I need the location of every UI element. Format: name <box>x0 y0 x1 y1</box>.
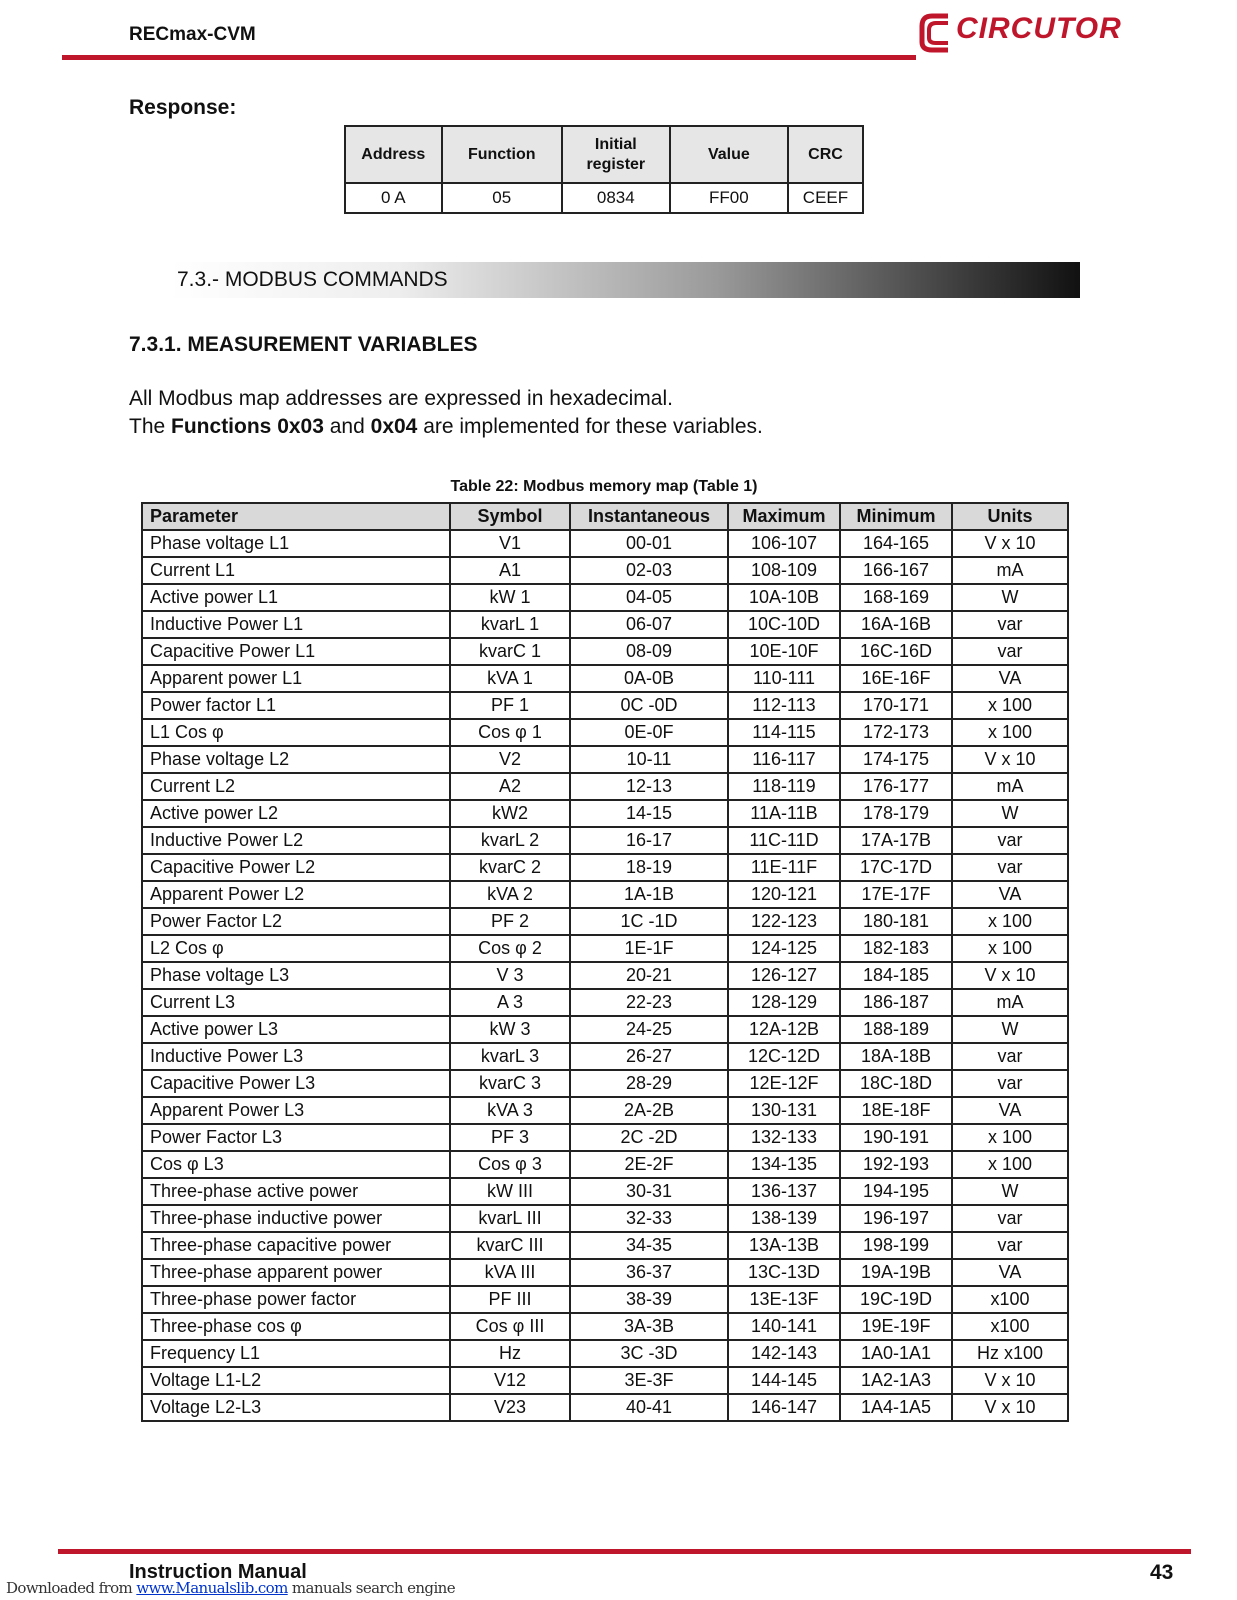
table-cell: kvarC 2 <box>450 854 570 881</box>
table-cell: Cos φ 3 <box>450 1151 570 1178</box>
table-cell: var <box>952 827 1068 854</box>
table-cell: V x 10 <box>952 530 1068 557</box>
table-cell: 06-07 <box>570 611 728 638</box>
table-cell: 32-33 <box>570 1205 728 1232</box>
table-cell: Inductive Power L2 <box>142 827 450 854</box>
table-cell: kvarL III <box>450 1205 570 1232</box>
table-cell: Apparent power L1 <box>142 665 450 692</box>
table-cell: 12A-12B <box>728 1016 840 1043</box>
table-row <box>142 1286 1068 1313</box>
table-cell: 168-169 <box>840 584 952 611</box>
table-cell: 166-167 <box>840 557 952 584</box>
table-cell: Current L2 <box>142 773 450 800</box>
text-run: and <box>323 415 371 438</box>
table-cell: 26-27 <box>570 1043 728 1070</box>
table-cell: 108-109 <box>728 557 840 584</box>
table-cell: var <box>952 611 1068 638</box>
table-cell: var <box>952 638 1068 665</box>
table-row <box>142 611 1068 638</box>
table-cell: 1A4-1A5 <box>840 1394 952 1421</box>
table-row <box>142 1340 1068 1367</box>
response-header-text: Initial register <box>586 135 646 173</box>
table-cell: Power Factor L2 <box>142 908 450 935</box>
document-title: RECmax-CVM <box>129 24 256 45</box>
table-body <box>142 530 1068 1421</box>
table-row <box>142 881 1068 908</box>
table-cell: 198-199 <box>840 1232 952 1259</box>
table-cell: Capacitive Power L2 <box>142 854 450 881</box>
table-cell: 13C-13D <box>728 1259 840 1286</box>
response-header-cell <box>562 126 670 183</box>
response-cell: 05 <box>442 183 562 213</box>
table-cell: 116-117 <box>728 746 840 773</box>
text-run: The <box>129 415 172 438</box>
table-cell: W <box>952 584 1068 611</box>
table-cell: 138-139 <box>728 1205 840 1232</box>
table-cell: x 100 <box>952 1124 1068 1151</box>
table-cell: 182-183 <box>840 935 952 962</box>
response-cell: 0 A <box>345 183 442 213</box>
table-cell: 118-119 <box>728 773 840 800</box>
table-cell: V x 10 <box>952 962 1068 989</box>
table-row <box>142 800 1068 827</box>
table-cell: 17A-17B <box>840 827 952 854</box>
table-cell: Phase voltage L1 <box>142 530 450 557</box>
response-header-row <box>345 126 863 183</box>
table-cell: 196-197 <box>840 1205 952 1232</box>
table-cell: 18C-18D <box>840 1070 952 1097</box>
table-cell: Cos φ L3 <box>142 1151 450 1178</box>
table-cell: 180-181 <box>840 908 952 935</box>
table-cell: 11C-11D <box>728 827 840 854</box>
response-cell: 0834 <box>562 183 670 213</box>
table-cell: 1A0-1A1 <box>840 1340 952 1367</box>
response-header-cell: Address <box>345 126 442 183</box>
table-cell: x 100 <box>952 935 1068 962</box>
table-cell: 10E-10F <box>728 638 840 665</box>
table-cell: 12-13 <box>570 773 728 800</box>
table-cell: Active power L1 <box>142 584 450 611</box>
table-cell: var <box>952 1070 1068 1097</box>
table-cell: x 100 <box>952 719 1068 746</box>
table-cell: 02-03 <box>570 557 728 584</box>
table-cell: 190-191 <box>840 1124 952 1151</box>
table-cell: Hz x100 <box>952 1340 1068 1367</box>
table-row <box>142 584 1068 611</box>
table-cell: VA <box>952 1097 1068 1124</box>
table-row <box>142 1394 1068 1421</box>
table-cell: Three-phase power factor <box>142 1286 450 1313</box>
table-cell: 178-179 <box>840 800 952 827</box>
table-cell: x 100 <box>952 1151 1068 1178</box>
response-cell: FF00 <box>670 183 788 213</box>
table-cell: A2 <box>450 773 570 800</box>
table-cell: Current L1 <box>142 557 450 584</box>
table-cell: V x 10 <box>952 1394 1068 1421</box>
table-cell: 3C -3D <box>570 1340 728 1367</box>
table-cell: PF III <box>450 1286 570 1313</box>
header-rule <box>62 55 916 60</box>
table-cell: V2 <box>450 746 570 773</box>
table-cell: 142-143 <box>728 1340 840 1367</box>
table-cell: 2E-2F <box>570 1151 728 1178</box>
bold-text: Functions 0x03 <box>171 415 324 438</box>
table-cell: 1A2-1A3 <box>840 1367 952 1394</box>
table-cell: Capacitive Power L3 <box>142 1070 450 1097</box>
table-cell: 17E-17F <box>840 881 952 908</box>
table-cell: Three-phase inductive power <box>142 1205 450 1232</box>
footer-title: Instruction Manual <box>129 1561 307 1583</box>
table-cell: V1 <box>450 530 570 557</box>
table-cell: var <box>952 1043 1068 1070</box>
intro-paragraph-line: All Modbus map addresses are expressed in hexadecimal. <box>129 387 673 410</box>
table-cell: 188-189 <box>840 1016 952 1043</box>
table-cell: kW III <box>450 1178 570 1205</box>
table-cell: 18E-18F <box>840 1097 952 1124</box>
table-cell: 1E-1F <box>570 935 728 962</box>
table-cell: x 100 <box>952 692 1068 719</box>
table-cell: 13E-13F <box>728 1286 840 1313</box>
table-cell: 18-19 <box>570 854 728 881</box>
table-cell: V x 10 <box>952 746 1068 773</box>
column-header: Parameter <box>142 503 450 530</box>
table-cell: kvarC 1 <box>450 638 570 665</box>
table-row <box>142 557 1068 584</box>
table-cell: Cos φ 2 <box>450 935 570 962</box>
table-row <box>142 692 1068 719</box>
table-cell: 40-41 <box>570 1394 728 1421</box>
table-cell: Phase voltage L2 <box>142 746 450 773</box>
table-cell: 00-01 <box>570 530 728 557</box>
table-cell: var <box>952 1205 1068 1232</box>
table-row <box>142 719 1068 746</box>
table-cell: var <box>952 1232 1068 1259</box>
column-header: Instantaneous <box>570 503 728 530</box>
table-cell: 1C -1D <box>570 908 728 935</box>
table-cell: 24-25 <box>570 1016 728 1043</box>
table-row <box>142 1313 1068 1340</box>
table-cell: kW 3 <box>450 1016 570 1043</box>
table-row <box>142 827 1068 854</box>
table-cell: 18A-18B <box>840 1043 952 1070</box>
text-run: are implemented for these variables. <box>417 415 763 438</box>
table-cell: 174-175 <box>840 746 952 773</box>
table-cell: Voltage L2-L3 <box>142 1394 450 1421</box>
table-cell: 164-165 <box>840 530 952 557</box>
table-cell: Three-phase active power <box>142 1178 450 1205</box>
table-cell: PF 2 <box>450 908 570 935</box>
table-row <box>142 1097 1068 1124</box>
column-header: Units <box>952 503 1068 530</box>
table-cell: kW 1 <box>450 584 570 611</box>
table-cell: Three-phase cos φ <box>142 1313 450 1340</box>
table-cell: W <box>952 1178 1068 1205</box>
table-cell: 170-171 <box>840 692 952 719</box>
table-cell: 11E-11F <box>728 854 840 881</box>
table-cell: 14-15 <box>570 800 728 827</box>
table-cell: VA <box>952 881 1068 908</box>
response-header-cell: Value <box>670 126 788 183</box>
table-cell: 13A-13B <box>728 1232 840 1259</box>
table-cell: A1 <box>450 557 570 584</box>
table-cell: kVA III <box>450 1259 570 1286</box>
table-cell: x100 <box>952 1313 1068 1340</box>
table-cell: 146-147 <box>728 1394 840 1421</box>
table-cell: 112-113 <box>728 692 840 719</box>
table-cell: 34-35 <box>570 1232 728 1259</box>
table-cell: 120-121 <box>728 881 840 908</box>
intro-paragraph-line <box>129 415 763 439</box>
table-cell: x 100 <box>952 908 1068 935</box>
table-row <box>142 989 1068 1016</box>
table-cell: 184-185 <box>840 962 952 989</box>
table-cell: 16E-16F <box>840 665 952 692</box>
table-row <box>142 1205 1068 1232</box>
table-cell: 0A-0B <box>570 665 728 692</box>
table-row <box>142 1043 1068 1070</box>
table-cell: 130-131 <box>728 1097 840 1124</box>
table-row <box>142 1232 1068 1259</box>
table-row <box>142 773 1068 800</box>
response-header-cell: CRC <box>788 126 863 183</box>
watermark-text: manuals search engine <box>287 1579 455 1597</box>
table-cell: 2A-2B <box>570 1097 728 1124</box>
table-cell: V 3 <box>450 962 570 989</box>
table-cell: Active power L3 <box>142 1016 450 1043</box>
table-row <box>142 908 1068 935</box>
table-cell: Three-phase capacitive power <box>142 1232 450 1259</box>
table-row <box>142 1367 1068 1394</box>
table-cell: 19A-19B <box>840 1259 952 1286</box>
table-cell: 134-135 <box>728 1151 840 1178</box>
table-cell: kvarL 3 <box>450 1043 570 1070</box>
table-cell: 19C-19D <box>840 1286 952 1313</box>
table-cell: 0C -0D <box>570 692 728 719</box>
column-header: Maximum <box>728 503 840 530</box>
table-cell: 3E-3F <box>570 1367 728 1394</box>
table-cell: 08-09 <box>570 638 728 665</box>
column-header: Minimum <box>840 503 952 530</box>
table-cell: 136-137 <box>728 1178 840 1205</box>
page-number: 43 <box>1150 1561 1174 1584</box>
table-cell: 110-111 <box>728 665 840 692</box>
table-cell: kvarL 1 <box>450 611 570 638</box>
table-cell: mA <box>952 557 1068 584</box>
table-cell: Inductive Power L1 <box>142 611 450 638</box>
table-cell: 132-133 <box>728 1124 840 1151</box>
table-row <box>142 638 1068 665</box>
table-cell: PF 1 <box>450 692 570 719</box>
table-row <box>142 1259 1068 1286</box>
table-cell: Current L3 <box>142 989 450 1016</box>
table-cell: 124-125 <box>728 935 840 962</box>
table-cell: 1A-1B <box>570 881 728 908</box>
manualslib-link[interactable]: www.Manualslib.com <box>136 1579 288 1597</box>
table-cell: L2 Cos φ <box>142 935 450 962</box>
table-cell: Phase voltage L3 <box>142 962 450 989</box>
response-data-row <box>345 183 863 213</box>
table-cell: 19E-19F <box>840 1313 952 1340</box>
table-cell: 12E-12F <box>728 1070 840 1097</box>
table-row <box>142 854 1068 881</box>
table-cell: 106-107 <box>728 530 840 557</box>
table-cell: 122-123 <box>728 908 840 935</box>
table-cell: V x 10 <box>952 1367 1068 1394</box>
table-cell: 22-23 <box>570 989 728 1016</box>
column-header: Symbol <box>450 503 570 530</box>
table-cell: 16A-16B <box>840 611 952 638</box>
table-cell: W <box>952 800 1068 827</box>
table-cell: 172-173 <box>840 719 952 746</box>
table-cell: kVA 3 <box>450 1097 570 1124</box>
table-cell: kvarC III <box>450 1232 570 1259</box>
table-cell: 17C-17D <box>840 854 952 881</box>
table-cell: x100 <box>952 1286 1068 1313</box>
download-watermark <box>6 1579 455 1597</box>
table-cell: PF 3 <box>450 1124 570 1151</box>
table-cell: 38-39 <box>570 1286 728 1313</box>
table-cell: 36-37 <box>570 1259 728 1286</box>
table-cell: 11A-11B <box>728 800 840 827</box>
table-cell: 176-177 <box>840 773 952 800</box>
table-cell: Capacitive Power L1 <box>142 638 450 665</box>
table-row <box>142 935 1068 962</box>
subsection-title: 7.3.1. MEASUREMENT VARIABLES <box>129 333 478 356</box>
table-row <box>142 746 1068 773</box>
table-cell: Cos φ 1 <box>450 719 570 746</box>
table-cell: 10C-10D <box>728 611 840 638</box>
table-row <box>142 1178 1068 1205</box>
table-row <box>142 1151 1068 1178</box>
table-cell: mA <box>952 989 1068 1016</box>
table-cell: 16-17 <box>570 827 728 854</box>
table-cell: kvarL 2 <box>450 827 570 854</box>
table-cell: Hz <box>450 1340 570 1367</box>
table-cell: 04-05 <box>570 584 728 611</box>
response-label: Response: <box>129 96 237 119</box>
table-cell: Inductive Power L3 <box>142 1043 450 1070</box>
table-cell: Active power L2 <box>142 800 450 827</box>
table-cell: W <box>952 1016 1068 1043</box>
table-cell: L1 Cos φ <box>142 719 450 746</box>
table-row <box>142 530 1068 557</box>
table-cell: 0E-0F <box>570 719 728 746</box>
table-cell: 2C -2D <box>570 1124 728 1151</box>
section-title: 7.3.- MODBUS COMMANDS <box>177 268 448 291</box>
table-row <box>142 1124 1068 1151</box>
table-cell: Voltage L1-L2 <box>142 1367 450 1394</box>
table-cell: 144-145 <box>728 1367 840 1394</box>
table-cell: kVA 1 <box>450 665 570 692</box>
table-cell: 10A-10B <box>728 584 840 611</box>
table-cell: 30-31 <box>570 1178 728 1205</box>
table-cell: Apparent Power L3 <box>142 1097 450 1124</box>
table-cell: mA <box>952 773 1068 800</box>
table-row <box>142 962 1068 989</box>
table-caption: Table 22: Modbus memory map (Table 1) <box>450 478 758 495</box>
table-row <box>142 1016 1068 1043</box>
response-cell: CEEF <box>788 183 863 213</box>
table-cell: 140-141 <box>728 1313 840 1340</box>
table-cell: 16C-16D <box>840 638 952 665</box>
table-cell: 128-129 <box>728 989 840 1016</box>
table-cell: Three-phase apparent power <box>142 1259 450 1286</box>
table-cell: Power Factor L3 <box>142 1124 450 1151</box>
table-cell: Cos φ III <box>450 1313 570 1340</box>
response-table <box>344 125 864 214</box>
table-cell: V12 <box>450 1367 570 1394</box>
table-cell: 10-11 <box>570 746 728 773</box>
table-cell: A 3 <box>450 989 570 1016</box>
table-cell: 20-21 <box>570 962 728 989</box>
table-cell: Frequency L1 <box>142 1340 450 1367</box>
table-cell: Apparent Power L2 <box>142 881 450 908</box>
watermark-text: Downloaded from <box>6 1579 137 1597</box>
table-cell: Power factor L1 <box>142 692 450 719</box>
table-row <box>142 665 1068 692</box>
table-cell: var <box>952 854 1068 881</box>
bold-text: 0x04 <box>370 415 418 438</box>
table-cell: 12C-12D <box>728 1043 840 1070</box>
table-cell: VA <box>952 665 1068 692</box>
logo-wordmark: CIRCUTOR <box>956 12 1122 45</box>
table-cell: V23 <box>450 1394 570 1421</box>
response-header-cell: Function <box>442 126 562 183</box>
table-cell: 114-115 <box>728 719 840 746</box>
modbus-memory-map-table <box>141 502 1069 1422</box>
table-cell: kW2 <box>450 800 570 827</box>
table-cell: VA <box>952 1259 1068 1286</box>
footer-rule <box>58 1549 1191 1554</box>
table-cell: kVA 2 <box>450 881 570 908</box>
table-header-row <box>142 503 1068 530</box>
table-cell: 126-127 <box>728 962 840 989</box>
table-row <box>142 1070 1068 1097</box>
table-cell: 28-29 <box>570 1070 728 1097</box>
table-cell: 186-187 <box>840 989 952 1016</box>
table-cell: 194-195 <box>840 1178 952 1205</box>
table-cell: 192-193 <box>840 1151 952 1178</box>
table-cell: kvarC 3 <box>450 1070 570 1097</box>
table-cell: 3A-3B <box>570 1313 728 1340</box>
